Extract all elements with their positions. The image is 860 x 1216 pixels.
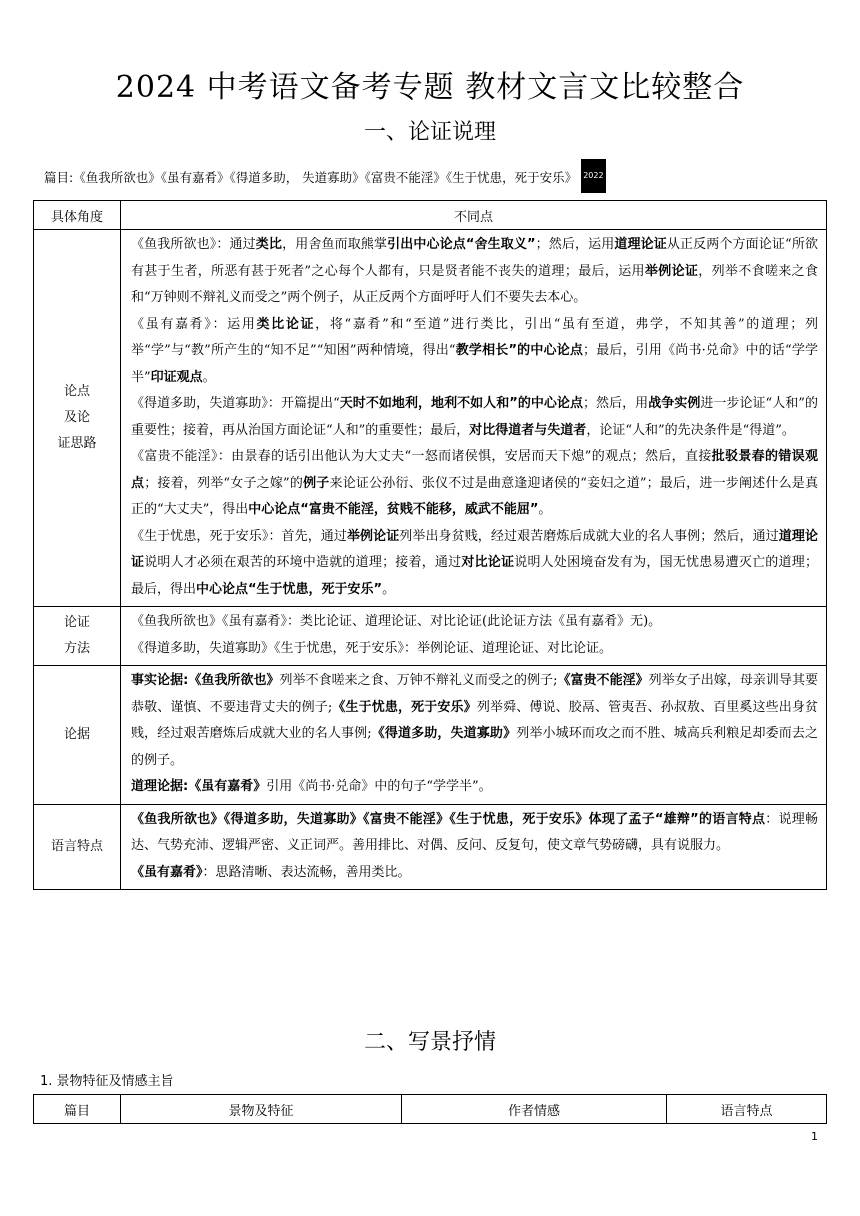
- body-text: 。: [202, 369, 216, 385]
- angle-line: 语言特点: [50, 838, 103, 854]
- bold-text: 教学相长”的中心论点: [455, 343, 584, 358]
- body-text: 从正反两个方面论证“所欲有甚于生者，所恶有甚于死者”之心每个人都有，只是贤者能不丧失的道理；最后，运用: [131, 237, 818, 279]
- body-text: 列举不食嗟来之食、万钟不辩礼义而受之的例子;: [279, 673, 558, 688]
- document-title: 2024 中考语文备考专题 教材文言文比较整合: [115, 70, 745, 105]
- bold-text: 道理论证: [131, 528, 818, 570]
- body-text: 列举出身贫贱，经过艰苦磨炼后成就大业的名人事例；然后，通过: [399, 528, 779, 544]
- body-text: ；然后，运用: [535, 237, 615, 252]
- bold-text: 对比得道者与失道者: [469, 422, 587, 438]
- scenery-table: [33, 1094, 827, 1124]
- row-difference-cell: [121, 804, 827, 890]
- body-text: 《虽有嘉肴》：运用: [131, 316, 257, 332]
- body-text: ，将“嘉肴”和“至道”进行类比，引出“虽有至道，弗学，不知其善”的道理；列举“学”与“教”所产生的“知不足”“知困”两种情境，得出“: [131, 316, 818, 358]
- header-angle: 具体角度: [34, 201, 121, 230]
- bold-text: 道理论据:: [131, 779, 189, 794]
- header-emotion: 作者情感: [402, 1095, 667, 1124]
- angle-line: 方法: [63, 641, 90, 656]
- body-text: ，论证“人和”的先决条件是“得道”。: [586, 422, 795, 438]
- header-difference: 不同点: [121, 201, 827, 230]
- bold-text: 中心论点“富贵不能淫，贫贱不能移，威武不能屈”: [248, 502, 539, 517]
- body-text: 列举舜、傅说、胶鬲、管夷吾、孙叔敖、百里奚这些出身贫贱，经过艰苦磨炼后成就大业的名人事例;: [131, 699, 818, 741]
- angle-line: 论证: [63, 615, 90, 630]
- section-heading-argument: 一、论证说理: [363, 120, 496, 145]
- pieces-label: [44, 157, 606, 191]
- difference-paragraph: [131, 312, 818, 392]
- table-row: [34, 804, 827, 890]
- body-text: 。: [538, 502, 552, 517]
- body-text: ；接着，列举“女子之嫁”的: [144, 475, 304, 491]
- body-text: ：说理畅达、气势充沛、逻辑严密、义正词严。善用排比、对偶、反问、反复句，使文章气势磅礴，具有说服力。: [131, 811, 818, 853]
- bold-text: 印证观点: [150, 369, 203, 385]
- table-row: [34, 666, 827, 805]
- bold-text: 事实论据:: [131, 673, 189, 688]
- pieces-text: 篇目:《鱼我所欲也》《虽有嘉肴》《得道多助， 失道寡助》《富贵不能淫》《生于忧患，死于安乐》: [44, 170, 578, 185]
- body-text: 来论证公孙衍、张仪不过是曲意逢迎诸侯的“妾妇之道”；最后，进一步阐述什么是真正的“大丈夫”，得出: [131, 475, 818, 517]
- bold-text: 《生于忧患，死于安乐》: [332, 699, 477, 715]
- bold-text: 《鱼我所欲也》: [188, 673, 280, 688]
- table-row: [34, 607, 827, 666]
- body-text: ；然后，用: [583, 396, 649, 411]
- row-difference-cell: [121, 230, 827, 607]
- bold-text: 《富贵不能淫》: [557, 673, 649, 688]
- body-text: 。: [382, 581, 396, 597]
- body-text: 《得道多助，失道寡助》：开篇提出“: [131, 396, 340, 411]
- angle-line: 论点: [63, 384, 90, 399]
- year-badge: 2022: [581, 159, 605, 193]
- difference-paragraph: [131, 774, 818, 801]
- header-scenery: 景物及特征: [121, 1095, 402, 1124]
- row-difference-cell: [121, 607, 827, 666]
- difference-paragraph: [131, 609, 818, 636]
- bold-text: 引出中心论点“舍生取义”: [387, 237, 536, 252]
- header-language: 语言特点: [667, 1095, 827, 1124]
- bold-text: 例子: [303, 475, 330, 491]
- table-row: [34, 230, 827, 607]
- body-text: 《生于忧患，死于安乐》：首先，通过: [131, 528, 347, 544]
- row-angle-cell: [34, 666, 121, 805]
- row-angle-cell: [34, 230, 121, 607]
- angle-line: 及论: [63, 410, 90, 425]
- row-angle-cell: [34, 804, 121, 890]
- bold-text: 天时不如地利，地利不如人和”的中心论点: [339, 396, 584, 411]
- bold-text: 对比论证: [461, 555, 515, 570]
- bold-text: 《得道多助，失道寡助》: [371, 726, 517, 741]
- angle-line: 证思路: [57, 436, 97, 451]
- section-heading-scenery: 二、写景抒情: [363, 1030, 496, 1055]
- table-header-row: [34, 1095, 827, 1124]
- difference-paragraph: [131, 391, 818, 444]
- bold-text: 类比论证: [256, 316, 316, 332]
- body-text: ：思路清晰、表达流畅，善用类比。: [202, 864, 411, 880]
- bold-text: 《虽有嘉肴》: [188, 779, 267, 794]
- bold-text: 举例论证: [346, 528, 400, 544]
- body-text: ；最后，引用《尚书·兑命》中的话“学学半”: [131, 343, 818, 385]
- bold-text: 《虽有嘉肴》: [131, 864, 203, 880]
- angle-line: 论据: [63, 726, 90, 742]
- body-text: 引用《尚书·兑命》中的句子“学学半”。: [266, 779, 492, 794]
- body-text: ，用舍鱼而取熊掌: [282, 237, 388, 252]
- argument-comparison-table: [33, 200, 827, 890]
- bold-text: 战争实例: [648, 396, 701, 411]
- bold-text: 批驳景春的错误观点: [131, 449, 818, 491]
- difference-paragraph: [131, 668, 818, 774]
- difference-paragraph: [131, 807, 818, 860]
- sub-heading-scenery: 1. 景物特征及情感主旨: [40, 1074, 174, 1089]
- difference-paragraph: [131, 444, 818, 524]
- table-header-row: [34, 201, 827, 230]
- body-text: ，列举不食嗟来之食和“万钟则不辩礼义而受之”两个例子，从正反两个方面呼吁人们不要失去本心。: [131, 263, 818, 305]
- body-text: 《得道多助，失道寡助》《生于忧患，死于安乐》：举例论证、道理论证、对比论证。: [131, 640, 613, 656]
- row-angle-cell: [34, 607, 121, 666]
- body-text: 进一步论证“人和”的重要性；接着，再从治国方面论证“人和”的重要性；最后，: [131, 396, 818, 438]
- header-piece: 篇目: [34, 1095, 121, 1124]
- body-text: 《鱼我所欲也》《虽有嘉肴》：类比论证、道理论证、对比论证(此论证方法《虽有嘉肴》无)。: [131, 614, 662, 629]
- body-text: 《鱼我所欲也》：通过: [131, 237, 256, 252]
- bold-text: 举例论证: [644, 263, 699, 279]
- difference-paragraph: [131, 524, 818, 604]
- bold-text: 道理论证: [614, 237, 667, 252]
- body-text: 列举小城环而攻之而不胜、城高兵利粮足却委而去之的例子。: [131, 726, 818, 768]
- body-text: 《富贵不能淫》：由景春的话引出他认为大丈夫“一怒而诸侯惧，安居而天下熄”的观点；然后，直接: [131, 449, 712, 464]
- difference-paragraph: [131, 636, 818, 663]
- bold-text: 中心论点“生于忧患，死于安乐”: [196, 581, 383, 597]
- page-number: 1: [811, 1130, 818, 1143]
- body-text: 说明人处困境奋发有为，国无忧患易遭灭亡的道理；最后，得出: [131, 555, 818, 597]
- body-text: 说明人才必须在艰苦的环境中造就的道理；接着，通过: [144, 555, 462, 570]
- row-difference-cell: [121, 666, 827, 805]
- bold-text: 类比: [255, 237, 283, 252]
- bold-text: 《鱼我所欲也》《得道多助，失道寡助》《富贵不能淫》《生于忧患，死于安乐》体现了孟子“雄辩”的语言特点: [131, 811, 766, 827]
- difference-paragraph: [131, 860, 818, 887]
- body-text: 列举女子出嫁，母亲训导其要恭敬、谨慎、不要违背丈夫的例子;: [131, 673, 818, 715]
- difference-paragraph: [131, 232, 818, 312]
